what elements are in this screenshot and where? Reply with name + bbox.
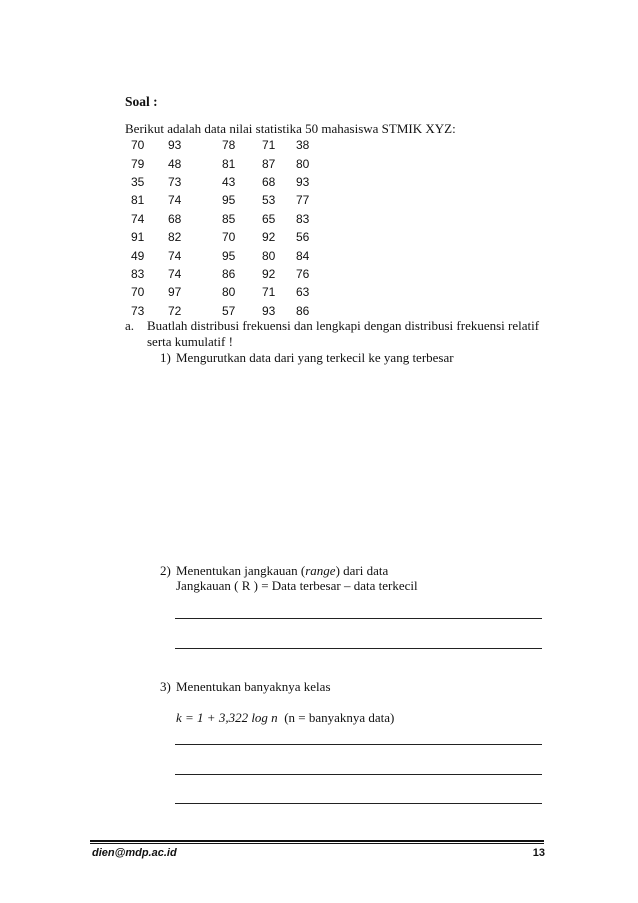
answer-line [175, 618, 542, 619]
table-cell: 80 [262, 248, 276, 263]
table-cell: 63 [296, 285, 310, 300]
table-cell: 87 [262, 156, 276, 171]
table-cell: 68 [168, 211, 182, 226]
question-a-line2: serta kumulatif ! [147, 334, 233, 349]
step3-text: Menentukan banyaknya kelas [176, 679, 331, 694]
answer-line [175, 803, 542, 804]
table-cell: 57 [222, 303, 236, 318]
footer-email: dien@mdp.ac.id [92, 847, 177, 859]
section-heading: Soal : [125, 94, 158, 109]
table-cell: 77 [296, 193, 310, 208]
table-cell: 35 [131, 174, 145, 189]
table-cell: 74 [168, 193, 182, 208]
table-cell: 71 [262, 138, 276, 153]
table-cell: 81 [222, 156, 236, 171]
question-a-marker: a. [125, 318, 135, 333]
table-cell: 73 [168, 174, 182, 189]
table-cell: 92 [262, 230, 276, 245]
table-cell: 65 [262, 211, 276, 226]
table-cell: 70 [131, 285, 145, 300]
table-cell: 80 [296, 156, 310, 171]
table-cell: 93 [296, 174, 310, 189]
step1-text: Mengurutkan data dari yang terkecil ke yang terbesar [176, 350, 454, 365]
table-cell: 38 [296, 138, 310, 153]
table-cell: 74 [168, 248, 182, 263]
footer-rule [90, 840, 544, 842]
table-row [131, 154, 326, 172]
answer-line [175, 744, 542, 745]
question-a-line1: Buatlah distribusi frekuensi dan lengkapi dengan distribusi frekuensi relatif [147, 318, 540, 333]
table-cell: 86 [222, 266, 236, 281]
step2-number: 2) [160, 563, 171, 578]
table-cell: 74 [168, 266, 182, 281]
table-cell: 70 [131, 138, 145, 153]
table-cell: 70 [222, 230, 236, 245]
table-cell: 86 [296, 303, 310, 318]
step3-number: 3) [160, 679, 171, 694]
table-cell: 49 [131, 248, 145, 263]
table-cell: 85 [222, 211, 236, 226]
table-cell: 83 [131, 266, 145, 281]
answer-line [175, 774, 542, 775]
table-cell: 95 [222, 193, 236, 208]
intro-text: Berikut adalah data nilai statistika 50 mahasiswa STMIK XYZ: [125, 121, 456, 136]
table-cell: 76 [296, 266, 310, 281]
table-cell: 79 [131, 156, 145, 171]
table-cell: 83 [296, 211, 310, 226]
table-cell: 91 [131, 230, 145, 245]
table-cell: 68 [262, 174, 276, 189]
table-cell: 78 [222, 138, 236, 153]
table-cell: 82 [168, 230, 182, 245]
table-cell: 80 [222, 285, 236, 300]
data-table [131, 136, 326, 320]
table-cell: 74 [131, 211, 145, 226]
table-cell: 53 [262, 193, 276, 208]
table-row [131, 283, 326, 301]
table-row [131, 210, 326, 228]
table-row [131, 265, 326, 283]
table-cell: 84 [296, 248, 310, 263]
table-cell: 71 [262, 285, 276, 300]
table-row [131, 136, 326, 154]
table-cell: 97 [168, 285, 182, 300]
step2-text: Menentukan jangkauan (range) dari data [176, 563, 389, 578]
table-cell: 56 [296, 230, 310, 245]
step2-formula: Jangkauan ( R ) = Data terbesar – data terkecil [176, 578, 418, 593]
table-cell: 48 [168, 156, 182, 171]
page-number: 13 [532, 847, 545, 859]
table-row [131, 173, 326, 191]
table-row [131, 191, 326, 209]
step3-formula: k = 1 + 3,322 log n (n = banyaknya data) [176, 710, 395, 725]
table-cell: 93 [262, 303, 276, 318]
table-cell: 43 [222, 174, 236, 189]
table-cell: 95 [222, 248, 236, 263]
table-cell: 92 [262, 266, 276, 281]
answer-line [175, 648, 542, 649]
table-row [131, 228, 326, 246]
table-cell: 81 [131, 193, 145, 208]
table-cell: 93 [168, 138, 182, 153]
table-cell: 73 [131, 303, 145, 318]
footer-rule [90, 843, 544, 844]
table-cell: 72 [168, 303, 182, 318]
table-row [131, 246, 326, 264]
step1-number: 1) [160, 350, 171, 365]
